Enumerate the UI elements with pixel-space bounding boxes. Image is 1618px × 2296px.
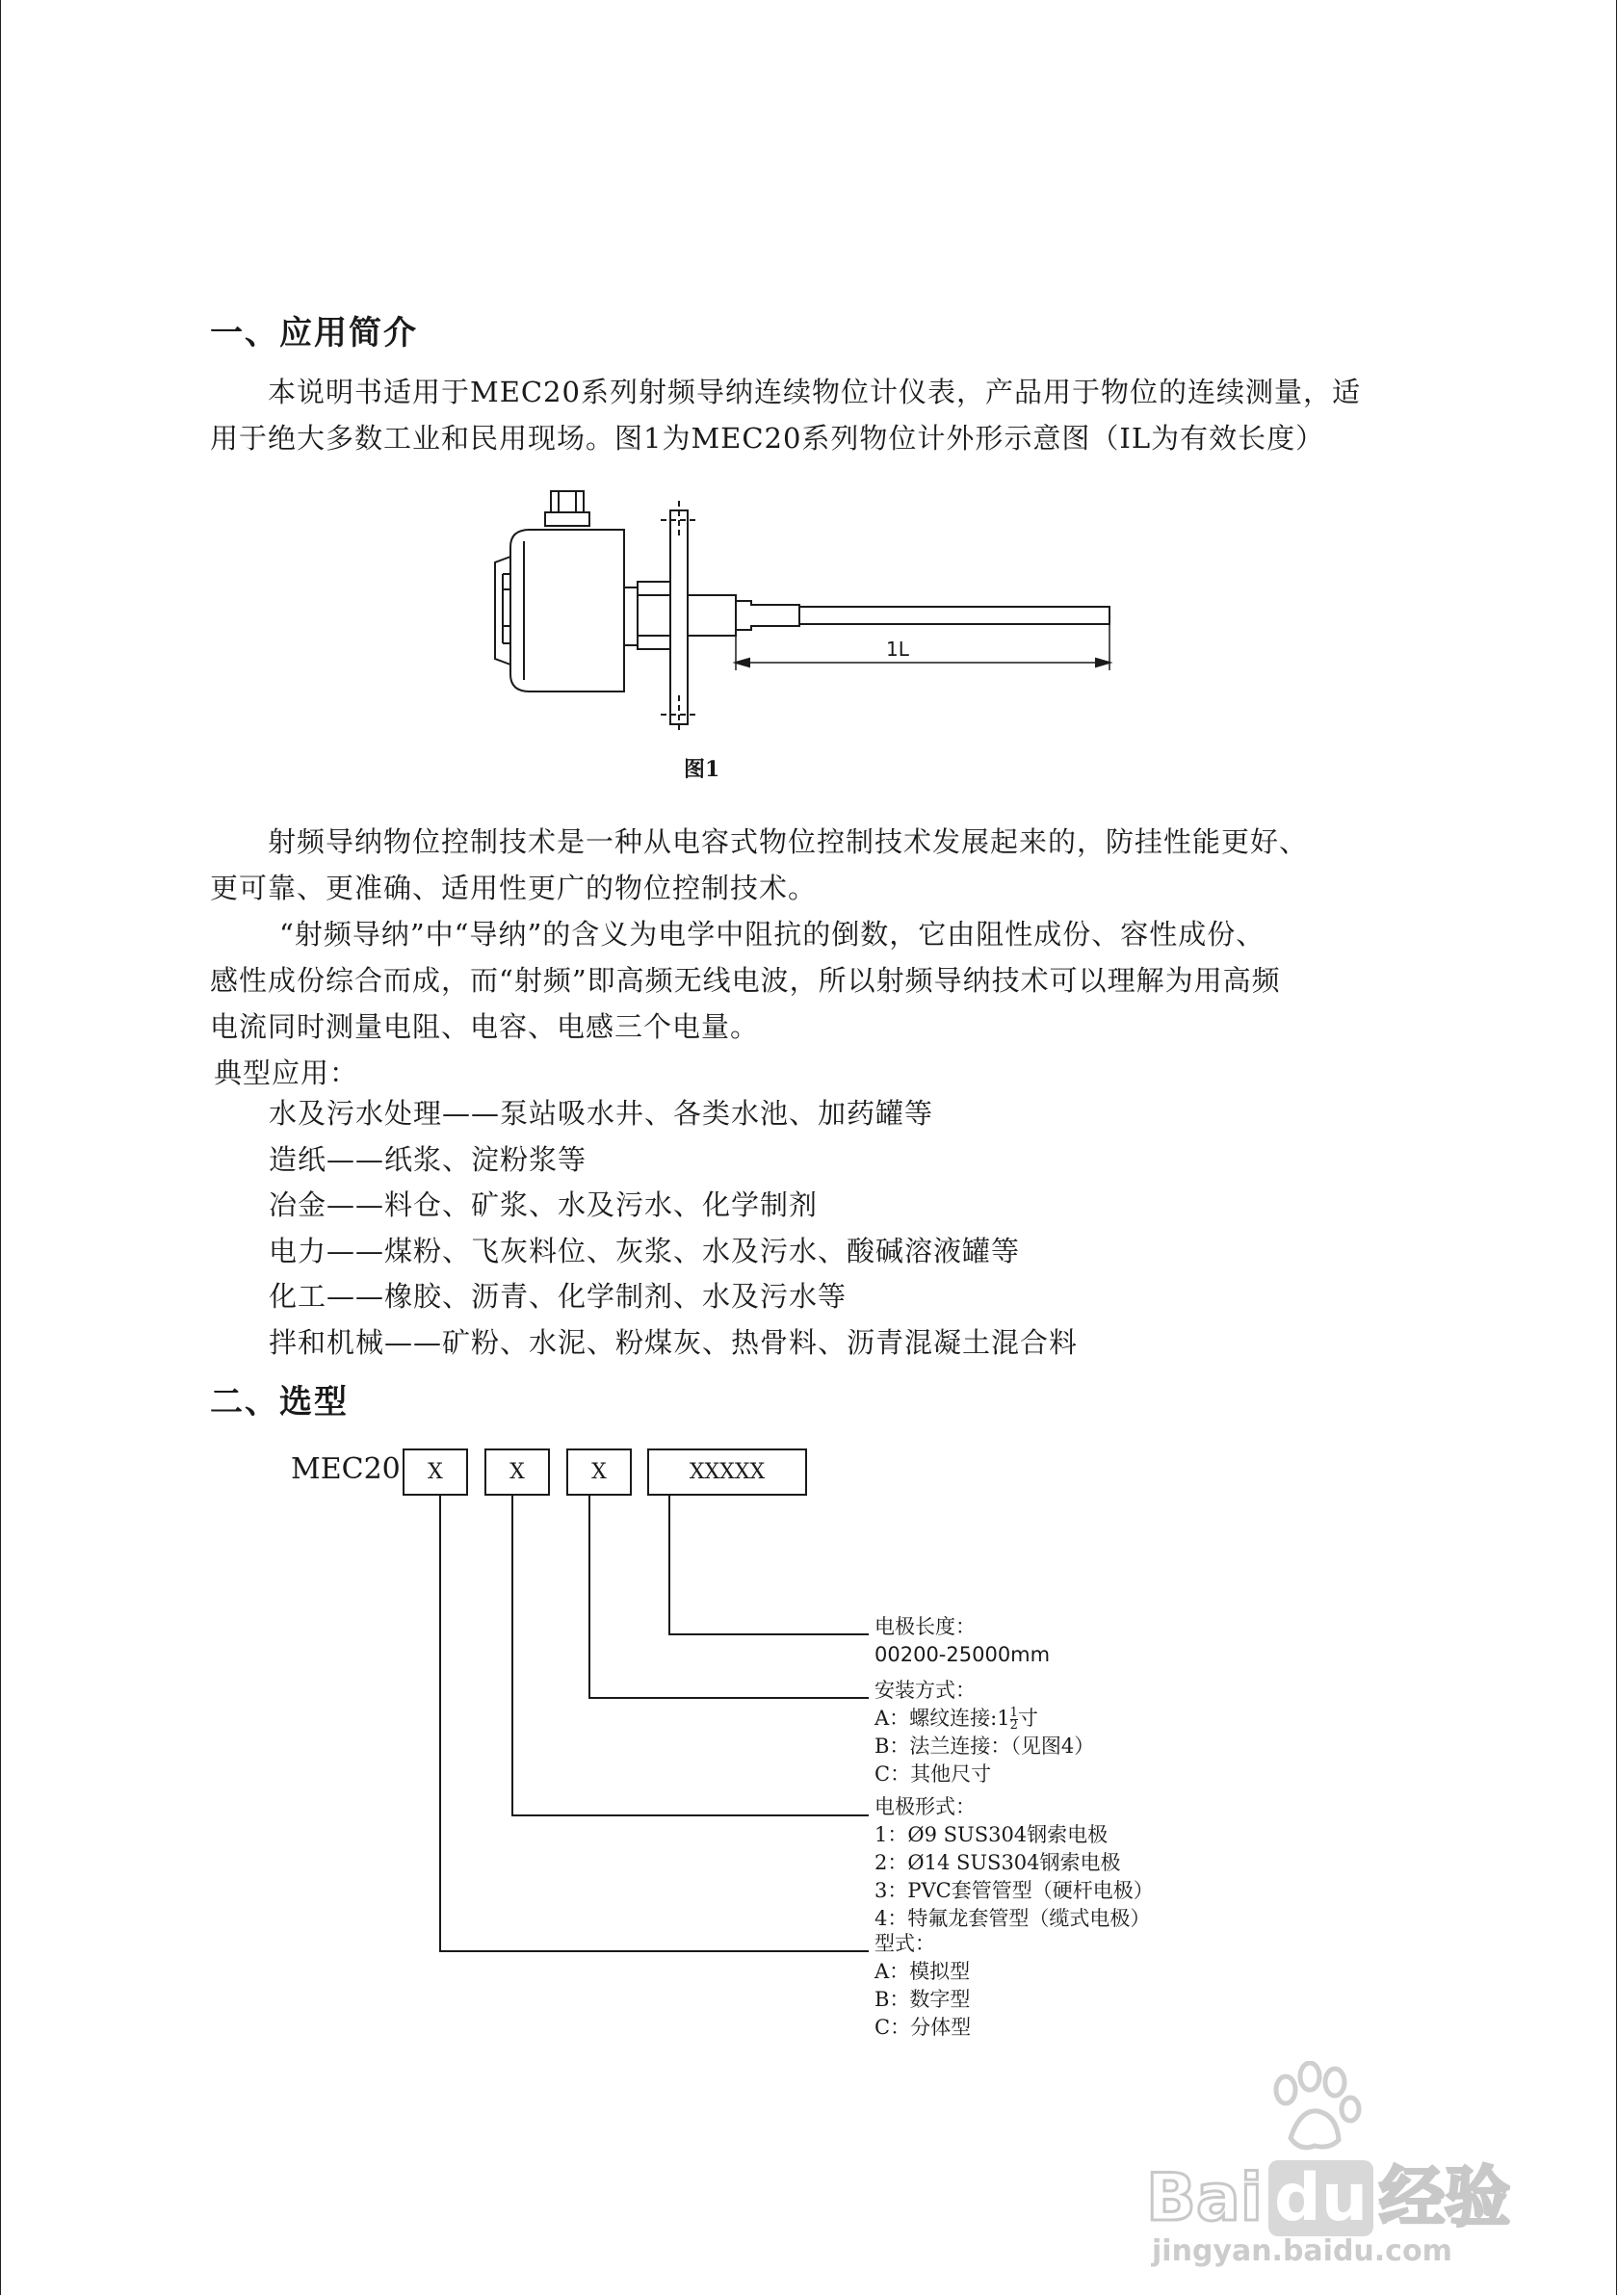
intro-line-1: 本说明书适用于MEC20系列射频导纳连续物位计仪表，产品用于物位的连续测量，适 xyxy=(268,376,1361,408)
list-item: 冶金——料仓、矿浆、水及污水、化学制剂 xyxy=(269,1188,819,1221)
list-item: 水及污水处理——泵站吸水井、各类水池、加药罐等 xyxy=(269,1097,934,1130)
mounting-option-b: B：法兰连接：（见图4） xyxy=(874,1735,1095,1758)
list-item: 电力——煤粉、飞灰料位、灰浆、水及污水、酸碱溶液罐等 xyxy=(269,1234,1021,1267)
list-item: 化工——橡胶、沥青、化学制剂、水及污水等 xyxy=(269,1280,848,1313)
mounting-title: 安装方式： xyxy=(874,1679,976,1702)
para2-line-2: 更可靠、更准确、适用性更广的物位控制技术。 xyxy=(210,872,818,904)
figure-1-dimension-label: 1L xyxy=(886,638,909,661)
watermark-brand-right: du xyxy=(1268,2160,1373,2236)
section1-title: 一、应用简介 xyxy=(210,314,418,352)
electrode-title: 电极形式： xyxy=(874,1795,976,1818)
typical-applications-heading: 典型应用： xyxy=(214,1057,359,1089)
list-item: 拌和机械——矿粉、水泥、粉煤灰、热骨料、沥青混凝土混合料 xyxy=(269,1325,1079,1359)
mounting-option-a-unit: 寸 xyxy=(1017,1707,1038,1730)
watermark-jingyan: 经验 xyxy=(1379,2160,1511,2236)
electrode-annotation xyxy=(874,1793,1154,1933)
para3-line-3: 电流同时测量电阻、电容、电感三个电量。 xyxy=(210,1010,760,1043)
length-title: 电极长度： xyxy=(874,1615,976,1638)
watermark-url: jingyan.baidu.com xyxy=(1152,2234,1452,2268)
mounting-option-a xyxy=(874,1705,1094,1733)
para2-line-1: 射频导纳物位控制技术是一种从电容式物位控制技术发展起来的，防挂性能更好、 xyxy=(268,825,1309,858)
fraction xyxy=(1010,1708,1018,1732)
list-item: 造纸——纸浆、淀粉浆等 xyxy=(269,1142,587,1176)
model-prefix: MEC20 xyxy=(291,1452,401,1486)
watermark-brand-left: Bai xyxy=(1146,2160,1264,2236)
type-option-c: C：分体型 xyxy=(874,2016,972,2039)
type-annotation xyxy=(874,1930,971,2042)
electrode-option-1: 1：Ø9 SUS304钢索电极 xyxy=(874,1823,1109,1846)
mounting-option-a-text: A：螺纹连接:1 xyxy=(874,1707,1010,1730)
electrode-option-2: 2：Ø14 SUS304钢索电极 xyxy=(874,1851,1121,1874)
electrode-option-4: 4：特氟龙套管型（缆式电极） xyxy=(874,1907,1151,1930)
fraction-numerator: 1 xyxy=(1009,1706,1018,1720)
option-box-length: XXXXX xyxy=(647,1448,807,1496)
type-option-a: A：模拟型 xyxy=(874,1960,971,1983)
length-annotation xyxy=(874,1613,1050,1669)
baidu-watermark xyxy=(1146,2061,1551,2283)
mounting-option-c: C：其他尺寸 xyxy=(874,1762,992,1786)
baidu-paw-icon xyxy=(1262,2061,1368,2157)
intro-line-2: 用于绝大多数工业和民用现场。图1为MEC20系列物位计外形示意图（IL为有效长度） xyxy=(210,422,1325,455)
section2-title: 二、选型 xyxy=(210,1383,349,1422)
mounting-annotation xyxy=(874,1677,1094,1788)
electrode-option-3: 3：PVC套管管型（硬杆电极） xyxy=(874,1879,1154,1902)
type-option-b: B：数字型 xyxy=(874,1988,971,2011)
figure-1-caption: 图1 xyxy=(684,757,720,782)
type-title: 型式： xyxy=(874,1932,935,1955)
para3-line-1: “射频导纳”中“导纳”的含义为电学中阻抗的倒数，它由阻性成份、容性成份、 xyxy=(279,918,1266,951)
option-box-type: X xyxy=(403,1448,468,1496)
para3-line-2: 感性成份综合而成，而“射频”即高频无线电波，所以射频导纳技术可以理解为用高频 xyxy=(210,964,1281,997)
option-box-electrode: X xyxy=(484,1448,550,1496)
fraction-denominator: 2 xyxy=(1009,1718,1018,1733)
option-box-mounting: X xyxy=(566,1448,632,1496)
length-range: 00200-25000mm xyxy=(874,1643,1051,1666)
